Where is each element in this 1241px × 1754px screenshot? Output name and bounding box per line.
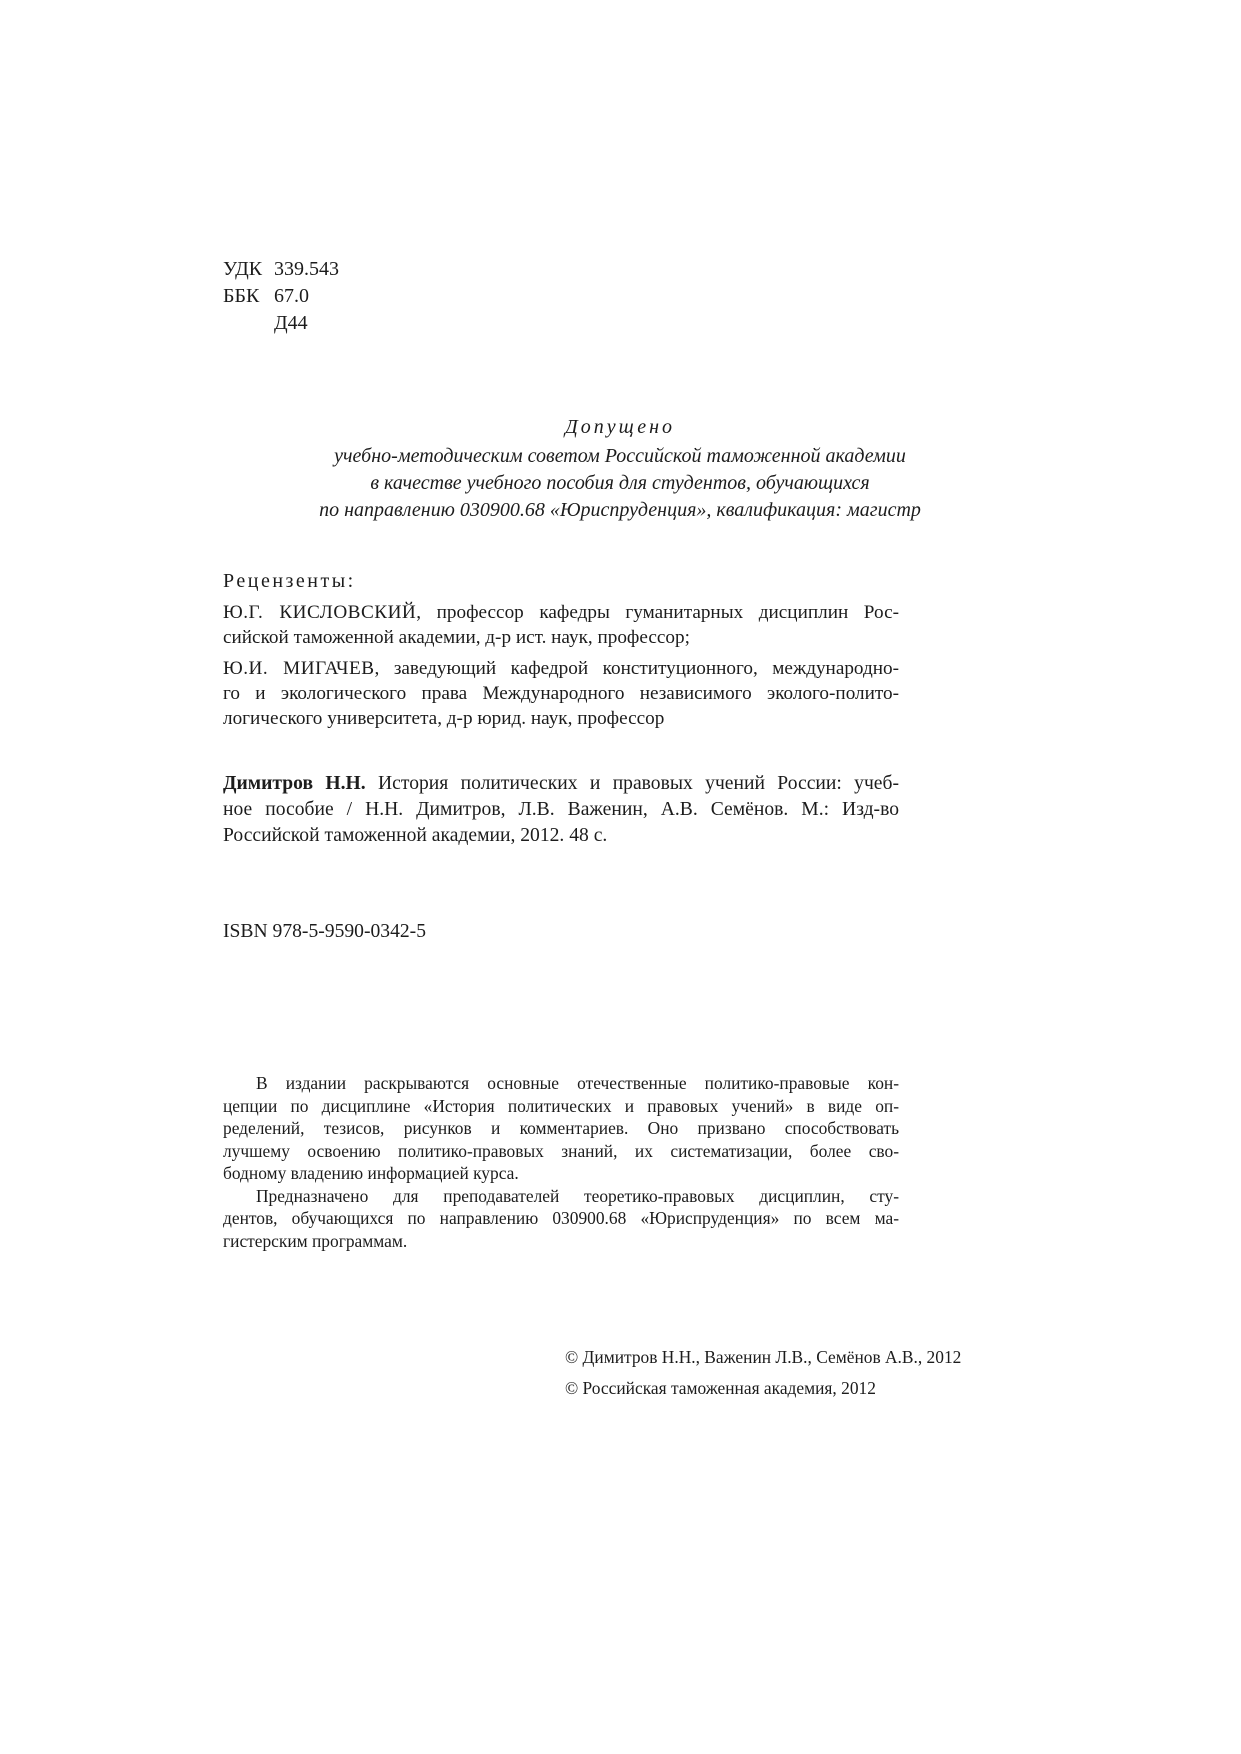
bibliographic-description bbox=[223, 771, 899, 849]
annotation-line: дентов, обучающихся по направлению 030900.68 «Юриспруденция» по всем ма- bbox=[223, 1208, 899, 1228]
reviewer-line: го и экологического права Международного независимого эколого-полито- bbox=[223, 683, 899, 704]
annotation-line: Предназначено для преподавателей теоретико-правовых дисциплин, сту- bbox=[256, 1185, 899, 1206]
approval-block bbox=[250, 414, 990, 524]
annotation-line: цепции по дисциплине «История политических и правовых учений» в виде оп- bbox=[223, 1095, 899, 1116]
reviewer-name: Ю.Г. КИСЛОВСКИЙ bbox=[223, 602, 417, 623]
copyright-academy: © Российская таможенная академия, 2012 bbox=[565, 1378, 876, 1398]
classification-codes bbox=[223, 256, 339, 337]
isbn: ISBN 978-5-9590-0342-5 bbox=[223, 921, 426, 942]
reviewer-line: сийской таможенной академии, д-р ист. наук, профессор; bbox=[223, 627, 690, 648]
biblio-author: Димитров Н.Н. bbox=[223, 773, 366, 794]
annotation-block bbox=[223, 1072, 899, 1252]
approval-line: по направлению 030900.68 «Юриспруденция», квалификация: магистр bbox=[319, 499, 921, 521]
approval-line: учебно-методическим советом Российской таможенной академии bbox=[334, 445, 906, 467]
reviewer-description: , заведующий кафедрой конституционного, международно- bbox=[374, 658, 899, 679]
annotation-line: ределений, тезисов, рисунков и комментариев. Оно призвано способствовать bbox=[223, 1118, 899, 1138]
annotation-line: бодному владению информацией курса. bbox=[223, 1163, 519, 1183]
reviewer-name: Ю.И. МИГАЧЕВ bbox=[223, 658, 375, 679]
biblio-title: История политических и правовых учений России: учеб- bbox=[365, 773, 899, 794]
reviewer-line bbox=[223, 656, 899, 681]
annotation-line: гистерским программам. bbox=[223, 1230, 408, 1251]
copyright-authors: © Димитров Н.Н., Важенин Л.В., Семёнов А.В., 2012 bbox=[565, 1347, 962, 1367]
copyright-block bbox=[565, 1342, 961, 1404]
bbk-label: ББК bbox=[223, 285, 260, 307]
biblio-line: ное пособие / Н.Н. Димитров, Л.В. Важенин, А.В. Семёнов. М.: Изд-во bbox=[223, 799, 899, 820]
udk-row bbox=[223, 256, 339, 283]
annotation-line: лучшему освоению политико-правовых знаний, их систематизации, более сво- bbox=[223, 1140, 899, 1161]
biblio-line bbox=[223, 771, 899, 797]
reviewer-description: , профессор кафедры гуманитарных дисциплин Рос- bbox=[416, 602, 899, 623]
reviewer-entry bbox=[223, 600, 899, 650]
biblio-line: Российской таможенной академии, 2012. 48 с. bbox=[223, 825, 608, 846]
reviewers-heading: Рецензенты: bbox=[223, 570, 356, 592]
reviewers-block bbox=[223, 569, 899, 737]
annotation-line: В издании раскрываются основные отечественные политико-правовые кон- bbox=[256, 1073, 899, 1093]
author-mark: Д44 bbox=[274, 312, 308, 334]
udk-label: УДК bbox=[223, 258, 263, 280]
approval-line: в качестве учебного пособия для студентов, обучающихся bbox=[370, 472, 870, 494]
reviewer-line: логического университета, д-р юрид. наук, профессор bbox=[223, 708, 665, 729]
bbk-value: 67.0 bbox=[274, 285, 309, 307]
reviewer-line bbox=[223, 600, 899, 625]
udk-value: 339.543 bbox=[274, 258, 339, 280]
reviewer-entry bbox=[223, 656, 899, 731]
approval-heading: Допущено bbox=[565, 416, 675, 438]
bbk-row bbox=[223, 283, 339, 310]
